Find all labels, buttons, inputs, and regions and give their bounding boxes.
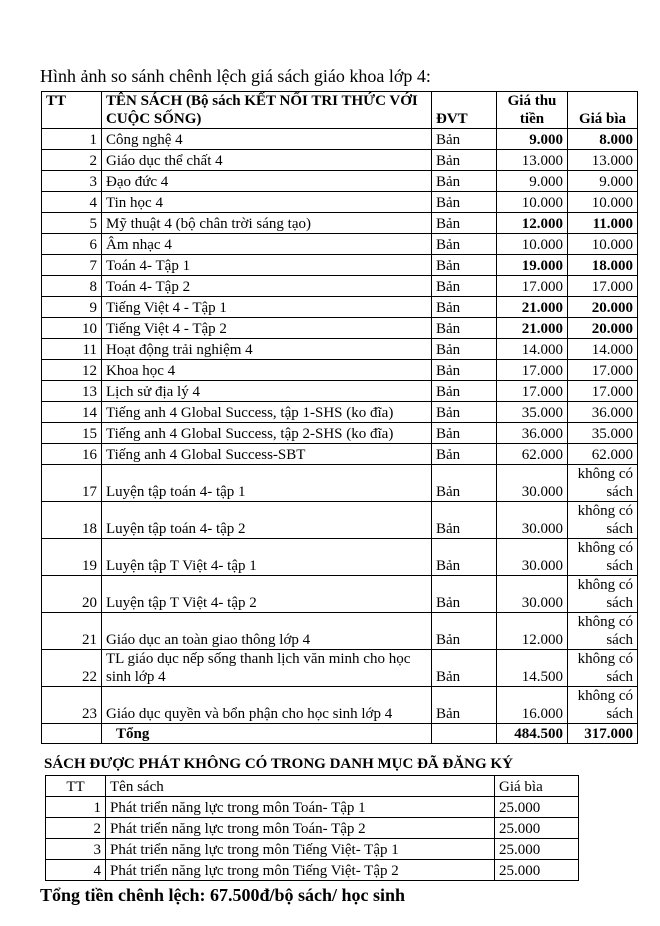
row-collected-price: 9.000 <box>497 171 568 192</box>
row-unit: Bản <box>432 339 497 360</box>
header-tt: TT <box>42 92 102 129</box>
row-cover-price: không có sách <box>568 502 638 539</box>
row-collected-price: 10.000 <box>497 192 568 213</box>
total-row <box>42 724 638 744</box>
row-cover-price: 17.000 <box>568 276 638 297</box>
row-book-name: Giáo dục an toàn giao thông lớp 4 <box>102 613 432 650</box>
row-number: 20 <box>42 576 102 613</box>
row-cover-price: không có sách <box>568 465 638 502</box>
row-cover-price: 14.000 <box>568 339 638 360</box>
row-cover-price: 35.000 <box>568 423 638 444</box>
row-number: 9 <box>42 297 102 318</box>
row-collected-price: 13.000 <box>497 150 568 171</box>
row-cover-price: 9.000 <box>568 171 638 192</box>
section2-title: SÁCH ĐƯỢC PHÁT KHÔNG CÓ TRONG DANH MỤC ĐÃ ĐĂNG KÝ <box>44 756 513 772</box>
table-row <box>46 839 579 860</box>
row-book-name: Tiếng anh 4 Global Success, tập 2-SHS (ko đĩa) <box>102 423 432 444</box>
row-unit: Bản <box>432 613 497 650</box>
row-collected-price: 30.000 <box>497 539 568 576</box>
row-unit: Bản <box>432 129 497 150</box>
row-unit: Bản <box>432 213 497 234</box>
row-collected-price: 21.000 <box>497 297 568 318</box>
page-heading: Hình ảnh so sánh chênh lệch giá sách giáo khoa lớp 4: <box>40 66 431 86</box>
row-cover-price: không có sách <box>568 539 638 576</box>
row-cover-price: 25.000 <box>495 860 579 881</box>
header-book-name: TÊN SÁCH (Bộ sách KẾT NỐI TRI THỨC VỚI CUỘC SỐNG) <box>102 92 432 129</box>
row-unit: Bản <box>432 502 497 539</box>
row-number: 19 <box>42 539 102 576</box>
row-number: 23 <box>42 687 102 724</box>
row-book-name: Toán 4- Tập 2 <box>102 276 432 297</box>
row-cover-price: 20.000 <box>568 318 638 339</box>
row-unit: Bản <box>432 234 497 255</box>
row-cover-price: 10.000 <box>568 192 638 213</box>
header-book-name: Tên sách <box>106 776 495 797</box>
row-book-name: Toán 4- Tập 1 <box>102 255 432 276</box>
row-book-name: Công nghệ 4 <box>102 129 432 150</box>
row-collected-price: 30.000 <box>497 576 568 613</box>
row-number: 22 <box>42 650 102 687</box>
total-collected: 484.500 <box>497 724 568 744</box>
row-collected-price: 14.000 <box>497 339 568 360</box>
table-body <box>46 797 579 881</box>
table-body <box>42 129 638 724</box>
table-row <box>42 150 638 171</box>
table-row <box>42 213 638 234</box>
row-cover-price: không có sách <box>568 613 638 650</box>
row-number: 8 <box>42 276 102 297</box>
row-number: 3 <box>42 171 102 192</box>
table-row <box>42 339 638 360</box>
row-cover-price: không có sách <box>568 687 638 724</box>
row-unit: Bản <box>432 687 497 724</box>
row-book-name: Luyện tập T Việt 4- tập 1 <box>102 539 432 576</box>
table-row <box>42 234 638 255</box>
row-unit: Bản <box>432 360 497 381</box>
row-unit: Bản <box>432 423 497 444</box>
table-row <box>42 276 638 297</box>
row-unit: Bản <box>432 381 497 402</box>
row-unit: Bản <box>432 444 497 465</box>
row-collected-price: 30.000 <box>497 502 568 539</box>
row-collected-price: 17.000 <box>497 360 568 381</box>
row-cover-price: 36.000 <box>568 402 638 423</box>
row-number: 14 <box>42 402 102 423</box>
row-book-name: Luyện tập T Việt 4- tập 2 <box>102 576 432 613</box>
row-cover-price: 62.000 <box>568 444 638 465</box>
table-row <box>42 465 638 502</box>
row-cover-price: 18.000 <box>568 255 638 276</box>
row-unit: Bản <box>432 297 497 318</box>
table-row <box>42 171 638 192</box>
row-number: 2 <box>42 150 102 171</box>
row-unit: Bản <box>432 192 497 213</box>
row-book-name: Tiếng Việt 4 - Tập 1 <box>102 297 432 318</box>
table-row <box>42 192 638 213</box>
row-book-name: Phát triển năng lực trong môn Toán- Tập 1 <box>106 797 495 818</box>
row-cover-price: 25.000 <box>495 839 579 860</box>
row-unit: Bản <box>432 276 497 297</box>
table-row <box>46 818 579 839</box>
total-cover: 317.000 <box>568 724 638 744</box>
row-collected-price: 19.000 <box>497 255 568 276</box>
row-number: 5 <box>42 213 102 234</box>
table-header-row <box>42 92 638 129</box>
table-row <box>42 539 638 576</box>
row-cover-price: 11.000 <box>568 213 638 234</box>
row-collected-price: 14.500 <box>497 650 568 687</box>
row-number: 4 <box>42 192 102 213</box>
row-book-name: Lịch sử địa lý 4 <box>102 381 432 402</box>
table-row <box>42 687 638 724</box>
row-number: 13 <box>42 381 102 402</box>
row-cover-price: 17.000 <box>568 360 638 381</box>
summary-text: Tổng tiền chênh lệch: 67.500đ/bộ sách/ học sinh <box>40 885 406 905</box>
header-unit: ĐVT <box>432 92 497 129</box>
row-book-name: Mỹ thuật 4 (bộ chân trời sáng tạo) <box>102 213 432 234</box>
row-number: 18 <box>42 502 102 539</box>
row-book-name: Đạo đức 4 <box>102 171 432 192</box>
row-unit: Bản <box>432 255 497 276</box>
table-row <box>42 360 638 381</box>
row-book-name: Tiếng Việt 4 - Tập 2 <box>102 318 432 339</box>
row-number: 2 <box>46 818 106 839</box>
table-row <box>42 297 638 318</box>
table-row <box>42 650 638 687</box>
row-book-name: Tiếng anh 4 Global Success-SBT <box>102 444 432 465</box>
row-cover-price: 25.000 <box>495 818 579 839</box>
row-number: 3 <box>46 839 106 860</box>
total-tt <box>42 724 102 744</box>
row-unit: Bản <box>432 465 497 502</box>
row-collected-price: 21.000 <box>497 318 568 339</box>
row-book-name: Khoa học 4 <box>102 360 432 381</box>
row-number: 4 <box>46 860 106 881</box>
row-book-name: Luyện tập toán 4- tập 2 <box>102 502 432 539</box>
row-unit: Bản <box>432 150 497 171</box>
row-number: 6 <box>42 234 102 255</box>
row-number: 1 <box>46 797 106 818</box>
row-number: 12 <box>42 360 102 381</box>
row-unit: Bản <box>432 576 497 613</box>
price-comparison-table <box>41 91 638 744</box>
row-number: 10 <box>42 318 102 339</box>
row-collected-price: 12.000 <box>497 213 568 234</box>
row-book-name: Phát triển năng lực trong môn Tiếng Việt- Tập 1 <box>106 839 495 860</box>
row-cover-price: 25.000 <box>495 797 579 818</box>
row-cover-price: 8.000 <box>568 129 638 150</box>
row-book-name: Phát triển năng lực trong môn Tiếng Việt- Tập 2 <box>106 860 495 881</box>
table-header-row <box>46 776 579 797</box>
row-collected-price: 17.000 <box>497 276 568 297</box>
row-number: 11 <box>42 339 102 360</box>
total-label: Tổng <box>102 724 432 744</box>
row-cover-price: không có sách <box>568 650 638 687</box>
table-row <box>42 381 638 402</box>
row-number: 1 <box>42 129 102 150</box>
row-number: 16 <box>42 444 102 465</box>
row-cover-price: 10.000 <box>568 234 638 255</box>
row-book-name: Âm nhạc 4 <box>102 234 432 255</box>
row-book-name: TL giáo dục nếp sống thanh lịch văn minh cho học sinh lớp 4 <box>102 650 432 687</box>
header-cover-price: Giá bìa <box>495 776 579 797</box>
table-row <box>42 576 638 613</box>
header-tt: TT <box>46 776 106 797</box>
row-cover-price: không có sách <box>568 576 638 613</box>
header-cover-price: Giá bìa <box>568 92 638 129</box>
row-collected-price: 35.000 <box>497 402 568 423</box>
row-collected-price: 17.000 <box>497 381 568 402</box>
row-number: 21 <box>42 613 102 650</box>
row-collected-price: 62.000 <box>497 444 568 465</box>
row-number: 15 <box>42 423 102 444</box>
row-book-name: Luyện tập toán 4- tập 1 <box>102 465 432 502</box>
table-row <box>42 613 638 650</box>
row-book-name: Hoạt động trải nghiệm 4 <box>102 339 432 360</box>
table-row <box>42 502 638 539</box>
table-row <box>46 860 579 881</box>
table-row <box>42 444 638 465</box>
row-collected-price: 12.000 <box>497 613 568 650</box>
row-book-name: Phát triển năng lực trong môn Toán- Tập 2 <box>106 818 495 839</box>
row-book-name: Giáo dục quyền và bổn phận cho học sinh lớp 4 <box>102 687 432 724</box>
row-collected-price: 9.000 <box>497 129 568 150</box>
row-collected-price: 16.000 <box>497 687 568 724</box>
row-collected-price: 36.000 <box>497 423 568 444</box>
table-row <box>42 318 638 339</box>
row-unit: Bản <box>432 650 497 687</box>
row-unit: Bản <box>432 171 497 192</box>
row-unit: Bản <box>432 539 497 576</box>
row-cover-price: 13.000 <box>568 150 638 171</box>
row-unit: Bản <box>432 402 497 423</box>
row-number: 17 <box>42 465 102 502</box>
row-book-name: Tiếng anh 4 Global Success, tập 1-SHS (ko đĩa) <box>102 402 432 423</box>
table-row <box>42 423 638 444</box>
row-number: 7 <box>42 255 102 276</box>
row-book-name: Tin học 4 <box>102 192 432 213</box>
row-unit: Bản <box>432 318 497 339</box>
row-collected-price: 10.000 <box>497 234 568 255</box>
header-collected-price: Giá thu tiền <box>497 92 568 129</box>
table-row <box>46 797 579 818</box>
extra-books-table <box>45 775 579 881</box>
table-row <box>42 255 638 276</box>
table-row <box>42 129 638 150</box>
total-unit <box>432 724 497 744</box>
row-book-name: Giáo dục thể chất 4 <box>102 150 432 171</box>
row-collected-price: 30.000 <box>497 465 568 502</box>
row-cover-price: 17.000 <box>568 381 638 402</box>
row-cover-price: 20.000 <box>568 297 638 318</box>
table-row <box>42 402 638 423</box>
